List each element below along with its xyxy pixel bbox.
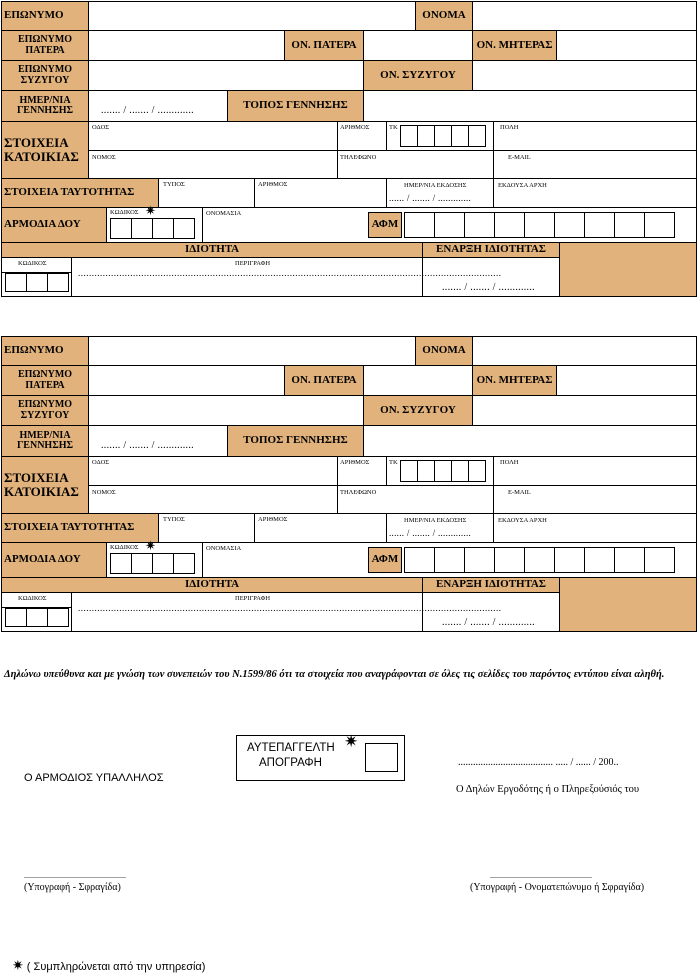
birth-place-label: ΤΟΠΟΣ ΓΕΝΝΗΣΗΣ [227,91,363,121]
email-label: E-MAIL [508,489,531,496]
birth-date-field[interactable] [88,91,227,121]
prefecture-label: ΝΟΜΟΣ [92,154,116,161]
residence-label: ΣΤΟΙΧΕΙΑ ΚΑΤΟΙΚΙΑΣ [2,122,88,178]
declarant-label: Ο Δηλών Εργοδότης ή ο Πληρεξούσιός του [456,784,640,795]
birth-date-label: ΗΜΕΡ/ΝΙΑ ΓΕΝΝΗΣΗΣ [2,91,88,121]
tax-code-label: ΚΩΔΙΚΟΣ [110,544,139,551]
issue-date-label: ΗΜΕΡ/ΝΙΑ ΕΚΔΟΣΗΣ [404,517,467,524]
number-label: ΑΡΙΘΜΟΣ [340,459,370,466]
self-assessment-checkbox[interactable] [365,743,398,772]
capacity-service-cell [559,578,696,631]
signature-caption-right: (Υπογραφή - Ονοματεπώνυμο ή Σφραγίδα) [470,882,645,893]
footnote [12,958,205,973]
birth-place-field[interactable] [363,91,696,121]
father-name-label: ΟΝ. ΠΑΤΕΡΑ [284,31,363,60]
residence-label: ΣΤΟΙΧΕΙΑ ΚΑΤΟΙΚΙΑΣ [2,457,88,513]
signature-line-right[interactable]: ................................................... [490,871,592,880]
spouse-surname-field[interactable] [88,61,363,90]
name-field[interactable] [472,337,696,365]
afm-boxes[interactable] [404,547,674,573]
asterisk-icon: ✷ [12,957,24,973]
capacity-code-boxes[interactable] [5,608,68,627]
issue-date-placeholder: ...... / ....... / ............. [389,193,472,203]
street-label: ΟΔΟΣ [92,124,110,131]
tax-office-label: ΑΡΜΟΔΙΑ ΔΟΥ [2,543,106,577]
spouse-surname-field[interactable] [88,396,363,425]
self-assessed-line2: ΑΠΟΓΡΑΦΗ [259,757,322,769]
spouse-surname-label: ΕΠΩΝΥΜΟ ΣΥΖΥΓΟΥ [2,396,88,425]
self-assessed-line1: ΑΥΤΕΠΑΓΓΕΛΤΗ [247,742,335,754]
capacity-label: ΙΔΙΟΤΗΤΑ [2,578,422,592]
tax-office-label: ΑΡΜΟΔΙΑ ΔΟΥ [2,208,106,242]
surname-label: ΕΠΩΝΥΜΟ [2,337,88,365]
afm-label: ΑΦΜ [368,212,402,238]
capacity-code-label: ΚΩΔΙΚΟΣ [18,260,47,267]
father-name-field[interactable] [363,31,472,60]
issue-date-placeholder: ...... / ....... / ............. [389,528,472,538]
id-type-label: ΤΥΠΟΣ [163,516,185,523]
description-field[interactable]: .......................................................................................................................................................... [78,268,502,278]
city-label: ΠΟΛΗ [500,459,519,466]
tax-code-boxes[interactable] [110,553,194,574]
mother-name-label: ΟΝ. ΜΗΤΕΡΑΣ [472,31,556,60]
birth-place-label: ΤΟΠΟΣ ΓΕΝΝΗΣΗΣ [227,426,363,456]
father-surname-label: ΕΠΩΝΥΜΟ ΠΑΤΕΡΑ [2,366,88,395]
spouse-name-label: ΟΝ. ΣΥΖΥΓΟΥ [363,396,472,425]
issuing-authority-label: ΕΚΔΟΥΣΑ ΑΡΧΗ [498,182,547,189]
spouse-name-field[interactable] [472,396,696,425]
postcode-boxes[interactable] [400,125,485,147]
birth-date-label: ΗΜΕΡ/ΝΙΑ ΓΕΝΝΗΣΗΣ [2,426,88,456]
capacity-start-label: ΕΝΑΡΞΗ ΙΔΙΟΤΗΤΑΣ [422,578,559,592]
afm-boxes[interactable] [404,212,674,238]
declaration-text: Δηλώνω υπεύθυνα και με γνώση των συνεπειών του Ν.1599/86 ότι τα στοιχεία που αναγράφονται σε όλες τις σελίδες του παρόντος εντύπου είναι αληθή. [4,669,665,680]
id-number-label: ΑΡΙΘΜΟΣ [258,181,288,188]
id-type-label: ΤΥΠΟΣ [163,181,185,188]
father-name-label: ΟΝ. ΠΑΤΕΡΑ [284,366,363,395]
birth-date-placeholder: ....... / ....... / ............. [101,440,194,451]
capacity-code-label: ΚΩΔΙΚΟΣ [18,595,47,602]
father-surname-field[interactable] [88,366,284,395]
person-form-2 [1,336,697,632]
employee-label: Ο ΑΡΜΟΔΙΟΣ ΥΠΑΛΛΗΛΟΣ [24,772,164,784]
spouse-name-field[interactable] [472,61,696,90]
footnote-text: ( Συμπληρώνεται από την υπηρεσία) [26,961,206,973]
tax-code-label: ΚΩΔΙΚΟΣ [110,209,139,216]
tax-code-boxes[interactable] [110,218,194,239]
surname-label: ΕΠΩΝΥΜΟ [2,2,88,30]
father-surname-field[interactable] [88,31,284,60]
self-assessment-box [236,732,405,781]
issuing-authority-label: ΕΚΔΟΥΣΑ ΑΡΧΗ [498,517,547,524]
father-surname-label: ΕΠΩΝΥΜΟ ΠΑΤΕΡΑ [2,31,88,60]
asterisk-icon: ✷ [344,732,359,751]
capacity-start-label: ΕΝΑΡΞΗ ΙΔΙΟΤΗΤΑΣ [422,243,559,257]
phone-label: ΤΗΛΕΦΩΝΟ [340,154,377,161]
issue-date-label: ΗΜΕΡ/ΝΙΑ ΕΚΔΟΣΗΣ [404,182,467,189]
street-label: ΟΔΟΣ [92,459,110,466]
email-label: E-MAIL [508,154,531,161]
description-label: ΠΕΡΙΓΡΑΦΗ [235,595,271,602]
signature-line-left[interactable]: ................................................... [24,871,126,880]
start-date-placeholder: ....... / ....... / ............. [442,617,535,628]
office-name-label: ΟΝΟΜΑΣΙΑ [206,545,242,552]
father-name-field[interactable] [363,366,472,395]
date-line[interactable]: ...................................... ..... / ...... / 200.. [458,757,619,768]
phone-label: ΤΗΛΕΦΩΝΟ [340,489,377,496]
surname-field[interactable] [88,2,415,30]
birth-date-placeholder: ....... / ....... / ............. [101,105,194,116]
postcode-label: ΤΚ [389,459,398,466]
description-label: ΠΕΡΙΓΡΑΦΗ [235,260,271,267]
spouse-name-label: ΟΝ. ΣΥΖΥΓΟΥ [363,61,472,90]
id-number-label: ΑΡΙΘΜΟΣ [258,516,288,523]
mother-name-field[interactable] [556,366,696,395]
surname-field[interactable] [88,337,415,365]
name-field[interactable] [472,2,696,30]
description-field[interactable]: .......................................................................................................................................................... [78,603,502,613]
name-label: ΟΝΟΜΑ [415,337,472,365]
name-label: ΟΝΟΜΑ [415,2,472,30]
postcode-boxes[interactable] [400,460,485,482]
start-date-placeholder: ....... / ....... / ............. [442,282,535,293]
mother-name-field[interactable] [556,31,696,60]
capacity-label: ΙΔΙΟΤΗΤΑ [2,243,422,257]
postcode-label: ΤΚ [389,124,398,131]
asterisk-icon: ✷ [145,538,156,553]
signature-caption-left: (Υπογραφή - Σφραγίδα) [24,882,121,893]
city-label: ΠΟΛΗ [500,124,519,131]
mother-name-label: ΟΝ. ΜΗΤΕΡΑΣ [472,366,556,395]
id-details-label: ΣΤΟΙΧΕΙΑ ΤΑΥΤΟΤΗΤΑΣ [2,179,158,207]
spouse-surname-label: ΕΠΩΝΥΜΟ ΣΥΖΥΓΟΥ [2,61,88,90]
id-details-label: ΣΤΟΙΧΕΙΑ ΤΑΥΤΟΤΗΤΑΣ [2,514,158,542]
prefecture-label: ΝΟΜΟΣ [92,489,116,496]
afm-label: ΑΦΜ [368,547,402,573]
capacity-code-boxes[interactable] [5,273,68,292]
capacity-service-cell [559,243,696,296]
asterisk-icon: ✷ [145,203,156,218]
office-name-label: ΟΝΟΜΑΣΙΑ [206,210,242,217]
number-label: ΑΡΙΘΜΟΣ [340,124,370,131]
person-form-1 [1,1,697,297]
birth-date-field[interactable] [88,426,227,456]
birth-place-field[interactable] [363,426,696,456]
